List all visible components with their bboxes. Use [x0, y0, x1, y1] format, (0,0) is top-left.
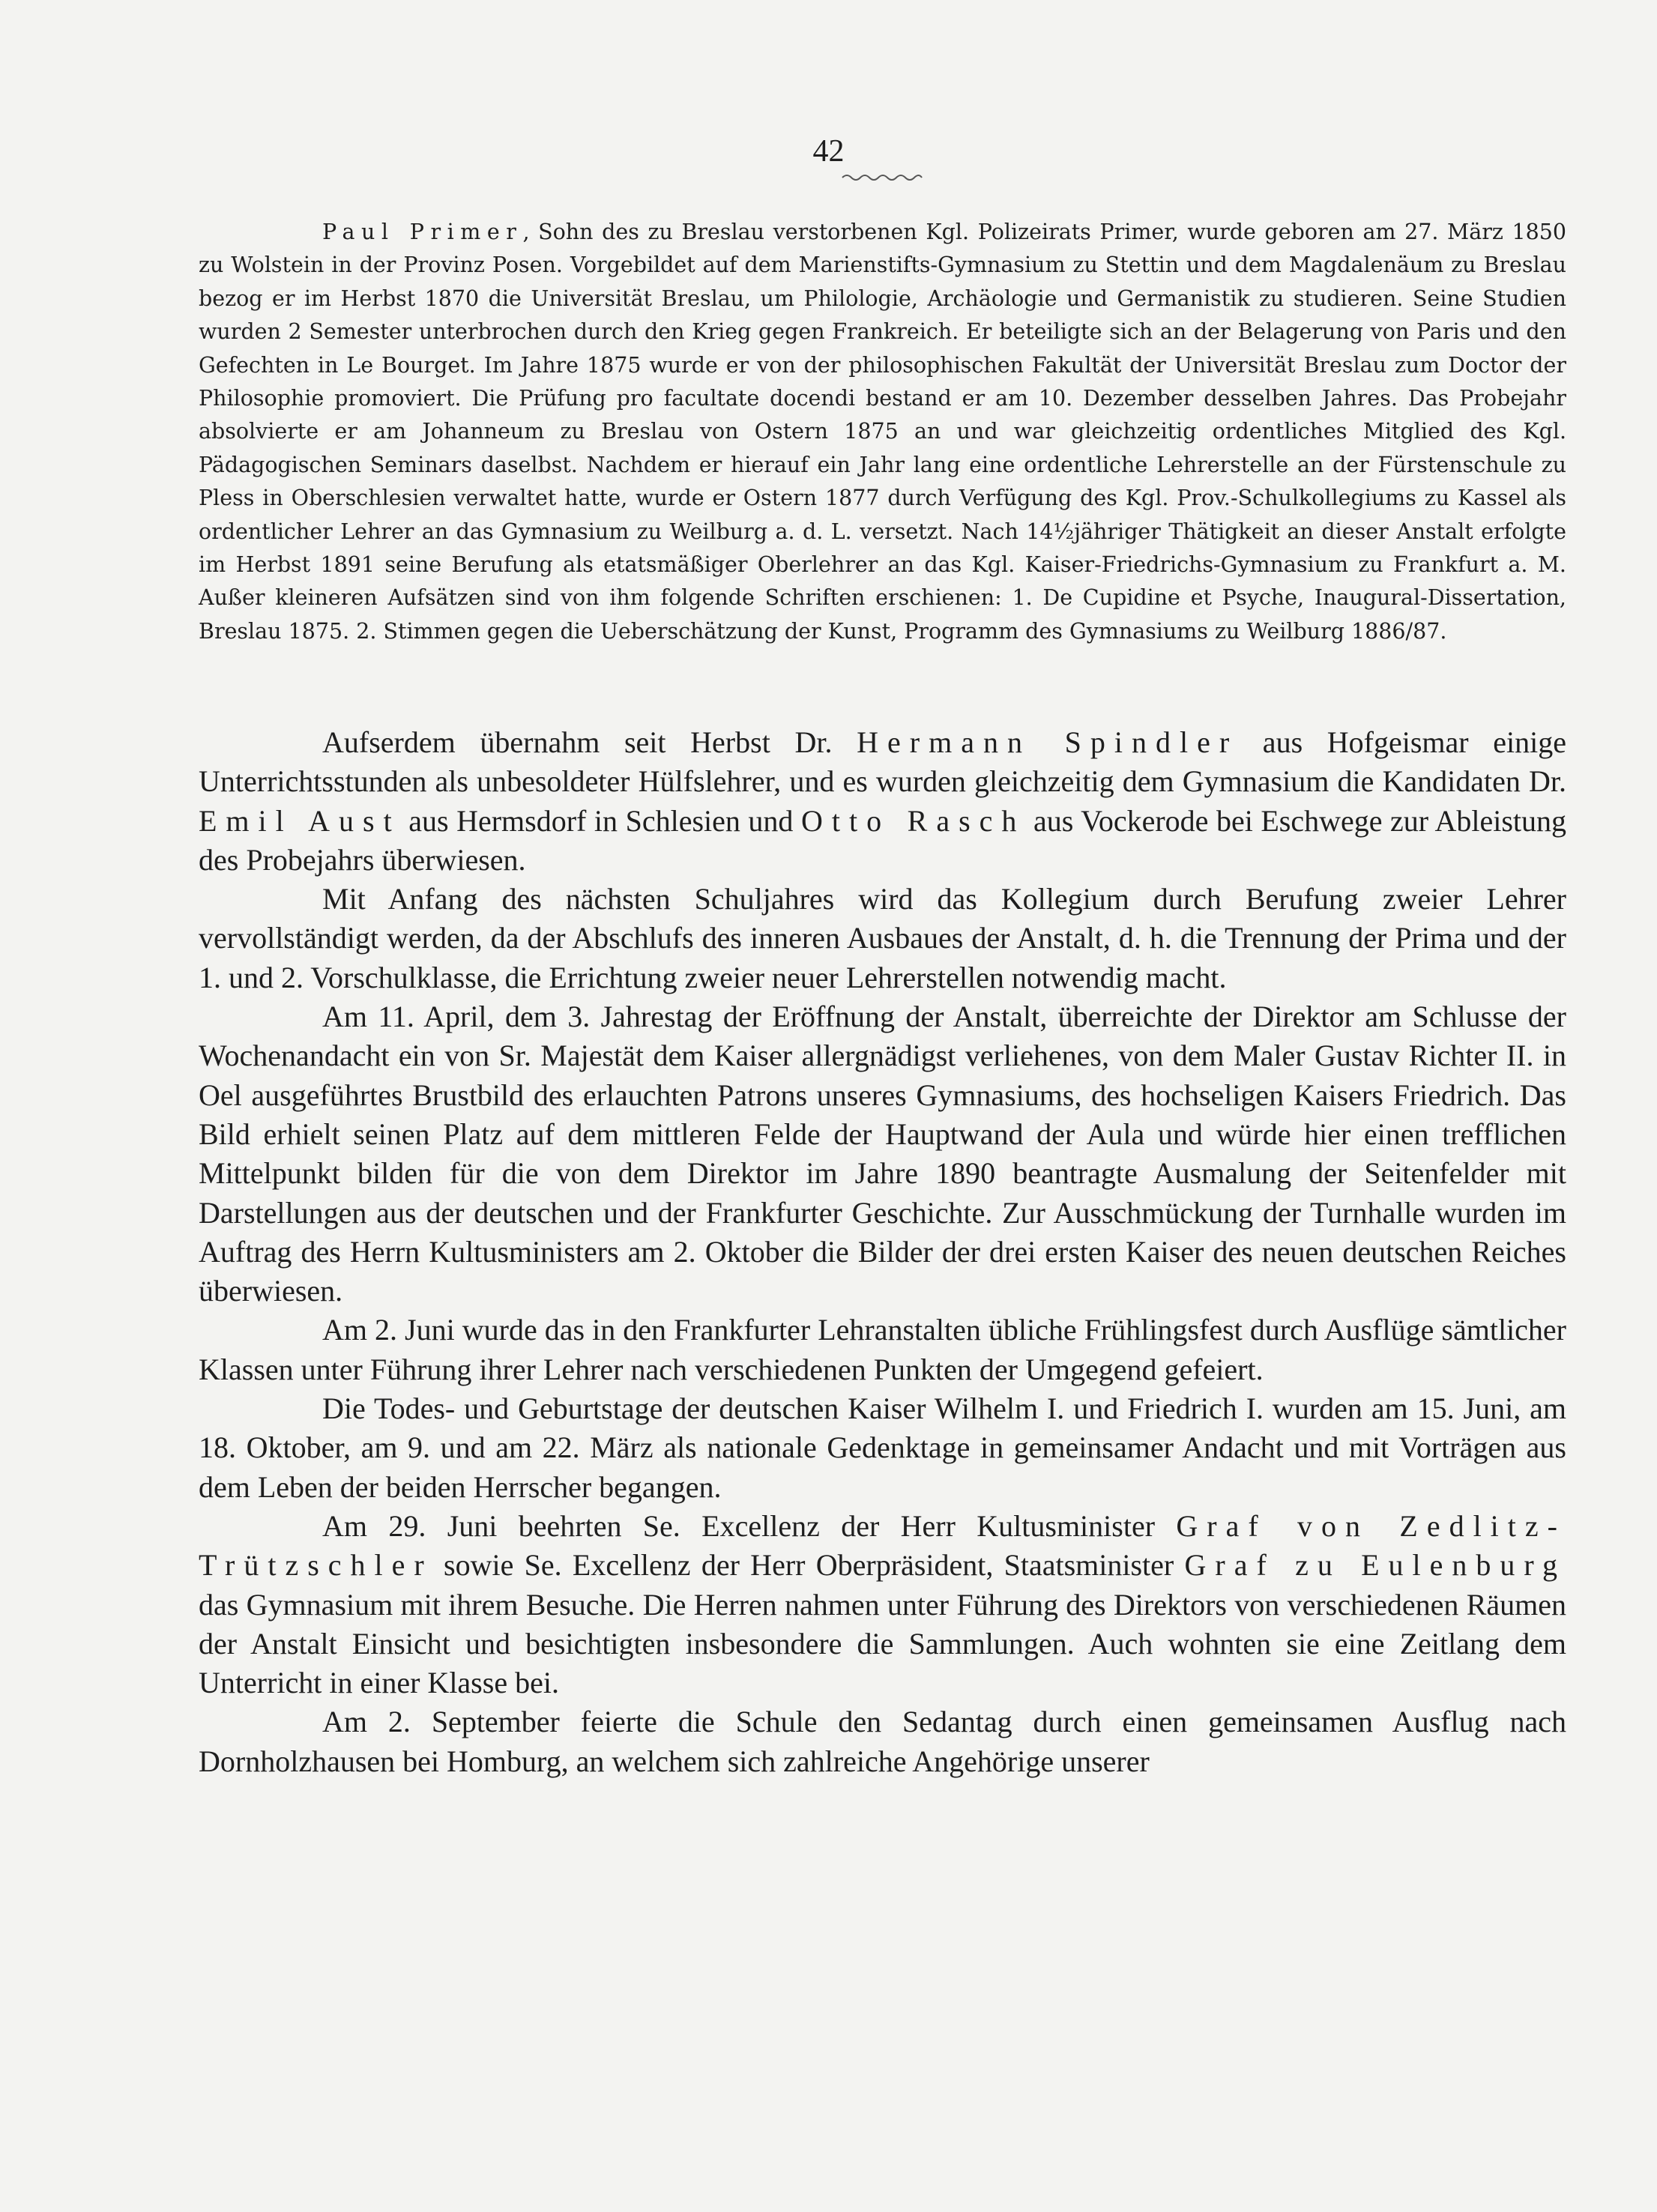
- biography-name: Paul Primer: [322, 220, 523, 244]
- page-number: 42: [812, 134, 845, 169]
- text-segment: das Gymnasium mit ihrem Besuche. Die Herren nahmen unter Führung des Direktors von verschiedenen Räumen der Anstalt Einsicht und besichtigten insbesondere die Sammlungen. Auch wohnten sie eine Zeitlang dem Unterricht in einer Klasse bei.: [199, 1587, 1566, 1700]
- paragraph-besuch: [199, 1507, 1566, 1702]
- paragraph-sedantag: Am 2. September feierte die Schule den Sedantag durch einen gemeinsamen Ausflug nach Dornholzhausen bei Homburg, an welchem sich zahlreiche Angehörige unserer: [199, 1705, 1566, 1778]
- paragraph-gedenktage: Die Todes- und Geburtstage der deutschen Kaiser Wilhelm I. und Friedrich I. wurden am 15. Juni, am 18. Oktober, am 9. und am 22. März als nationale Gedenktage in gemeinsamer Andacht und mit Vorträgen aus dem Leben der beiden Herrscher begangen.: [199, 1391, 1566, 1504]
- person-name: Emil Aust: [199, 803, 401, 838]
- text-segment: Am 29. Juni beehrten Se. Excellenz der Herr Kultusminister: [322, 1508, 1177, 1543]
- text-segment: aus Vockerode bei Eschwege zur Ableistung des Probejahrs überwiesen.: [199, 803, 1567, 877]
- paragraph-april: Am 11. April, dem 3. Jahrestag der Eröffnung der Anstalt, überreichte der Direktor am Schlusse der Wochenandacht ein von Sr. Majestät dem Kaiser allergnädigst verliehenes, von dem Maler Gustav Richter II. in Oel ausgeführtes Brustbild des erlauchten Patrons unseres Gymnasiums, des hochseligen Kaisers Friedrich. Das Bild erhielt seinen Platz auf dem mittleren Felde der Hauptwand der Aula und würde hier einen trefflichen Mittelpunkt bilden für die von dem Direktor im Jahre 1890 beantragte Ausmalung der Seitenfelder mit Darstellungen aus der deutschen und der Frankfurter Geschichte. Zur Ausschmückung der Turnhalle wurden im Auftrag des Herrn Kultusministers am 2. Oktober die Bilder der drei ersten Kaiser des neuen deutschen Reiches überwiesen.: [199, 1000, 1566, 1308]
- biography-paragraph: [199, 216, 1566, 648]
- text-segment: Aufserdem übernahm seit Herbst Dr.: [322, 725, 857, 759]
- person-name: Graf von Zedlitz-Trützschler: [199, 1508, 1566, 1583]
- body-text: [199, 723, 1566, 1781]
- paragraph-spindler: [199, 723, 1566, 880]
- paragraph-kollegium: Mit Anfang des nächsten Schuljahres wird das Kollegium durch Berufung zweier Lehrer vervollständigt werden, da der Abschlufs des inneren Ausbaues der Anstalt, d. h. die Trennung der Prima und der 1. und 2. Vorschulklasse, die Errichtung zweier neuer Lehrerstellen notwendig macht.: [199, 882, 1566, 994]
- text-segment: aus Hofgeismar einige Unterrichtsstunden als unbesoldeter Hülfslehrer, und es wurden gleichzeitig dem Gymnasium die Kandidaten Dr.: [199, 725, 1567, 799]
- paragraph-fruehlingsfest: Am 2. Juni wurde das in den Frankfurter Lehranstalten übliche Frühlingsfest durch Ausflüge sämtlicher Klassen unter Führung ihrer Lehrer nach verschiedenen Punkten der Umgegend gefeiert.: [199, 1313, 1566, 1386]
- biography-text: , Sohn des zu Breslau verstorbenen Kgl. Polizeirats Primer, wurde geboren am 27. März 1850 zu Wolstein in der Provinz Posen. Vorgebildet auf dem Marienstifts-Gymnasium zu Stettin und dem Magdalenäum zu Breslau bezog er im Herbst 1870 die Universität Breslau, um Philologie, Archäologie und Germanistik zu studieren. Seine Studien wurden 2 Semester unterbrochen durch den Krieg gegen Frankreich. Er beteiligte sich an der Belagerung von Paris und den Gefechten in Le Bourget. Im Jahre 1875 wurde er von der philosophischen Fakultät der Universität Breslau zum Doctor der Philosophie promoviert. Die Prüfung pro facultate docendi bestand er am 10. Dezember desselben Jahres. Das Probejahr absolvierte er am Johanneum zu Breslau von Ostern 1875 an und war gleichzeitig ordentliches Mitglied des Kgl. Pädagogischen Seminars daselbst. Nachdem er hierauf ein Jahr lang eine ordentliche Lehrerstelle an der Fürstenschule zu Pless in Oberschlesien verwaltet hatte, wurde er Ostern 1877 durch Verfügung des Kgl. Prov.-Schulkollegiums zu Kassel als ordentlicher Lehrer an das Gymnasium zu Weilburg a. d. L. versetzt. Nach 14½jähriger Thätigkeit an dieser Anstalt erfolgte im Herbst 1891 seine Berufung als etatsmäßiger Oberlehrer an das Kgl. Kaiser-Friedrichs-Gymnasium zu Frankfurt a. M. Außer kleineren Aufsätzen sind von ihm folgende Schriften erschienen: 1. De Cupidine et Psyche, Inaugural-Dissertation, Breslau 1875. 2. Stimmen gegen die Ueberschätzung der Kunst, Programm des Gymnasiums zu Weilburg 1886/87.: [199, 220, 1566, 644]
- person-name: Otto Rasch: [800, 803, 1026, 838]
- text-segment: aus Hermsdorf in Schlesien und: [400, 803, 801, 838]
- page-number-ornament: [841, 172, 923, 183]
- person-name: Hermann Spindler: [857, 725, 1239, 759]
- text-segment: sowie Se. Excellenz der Herr Oberpräsident, Staatsminister: [432, 1548, 1185, 1583]
- person-name: Graf zu Eulenburg: [1184, 1548, 1566, 1583]
